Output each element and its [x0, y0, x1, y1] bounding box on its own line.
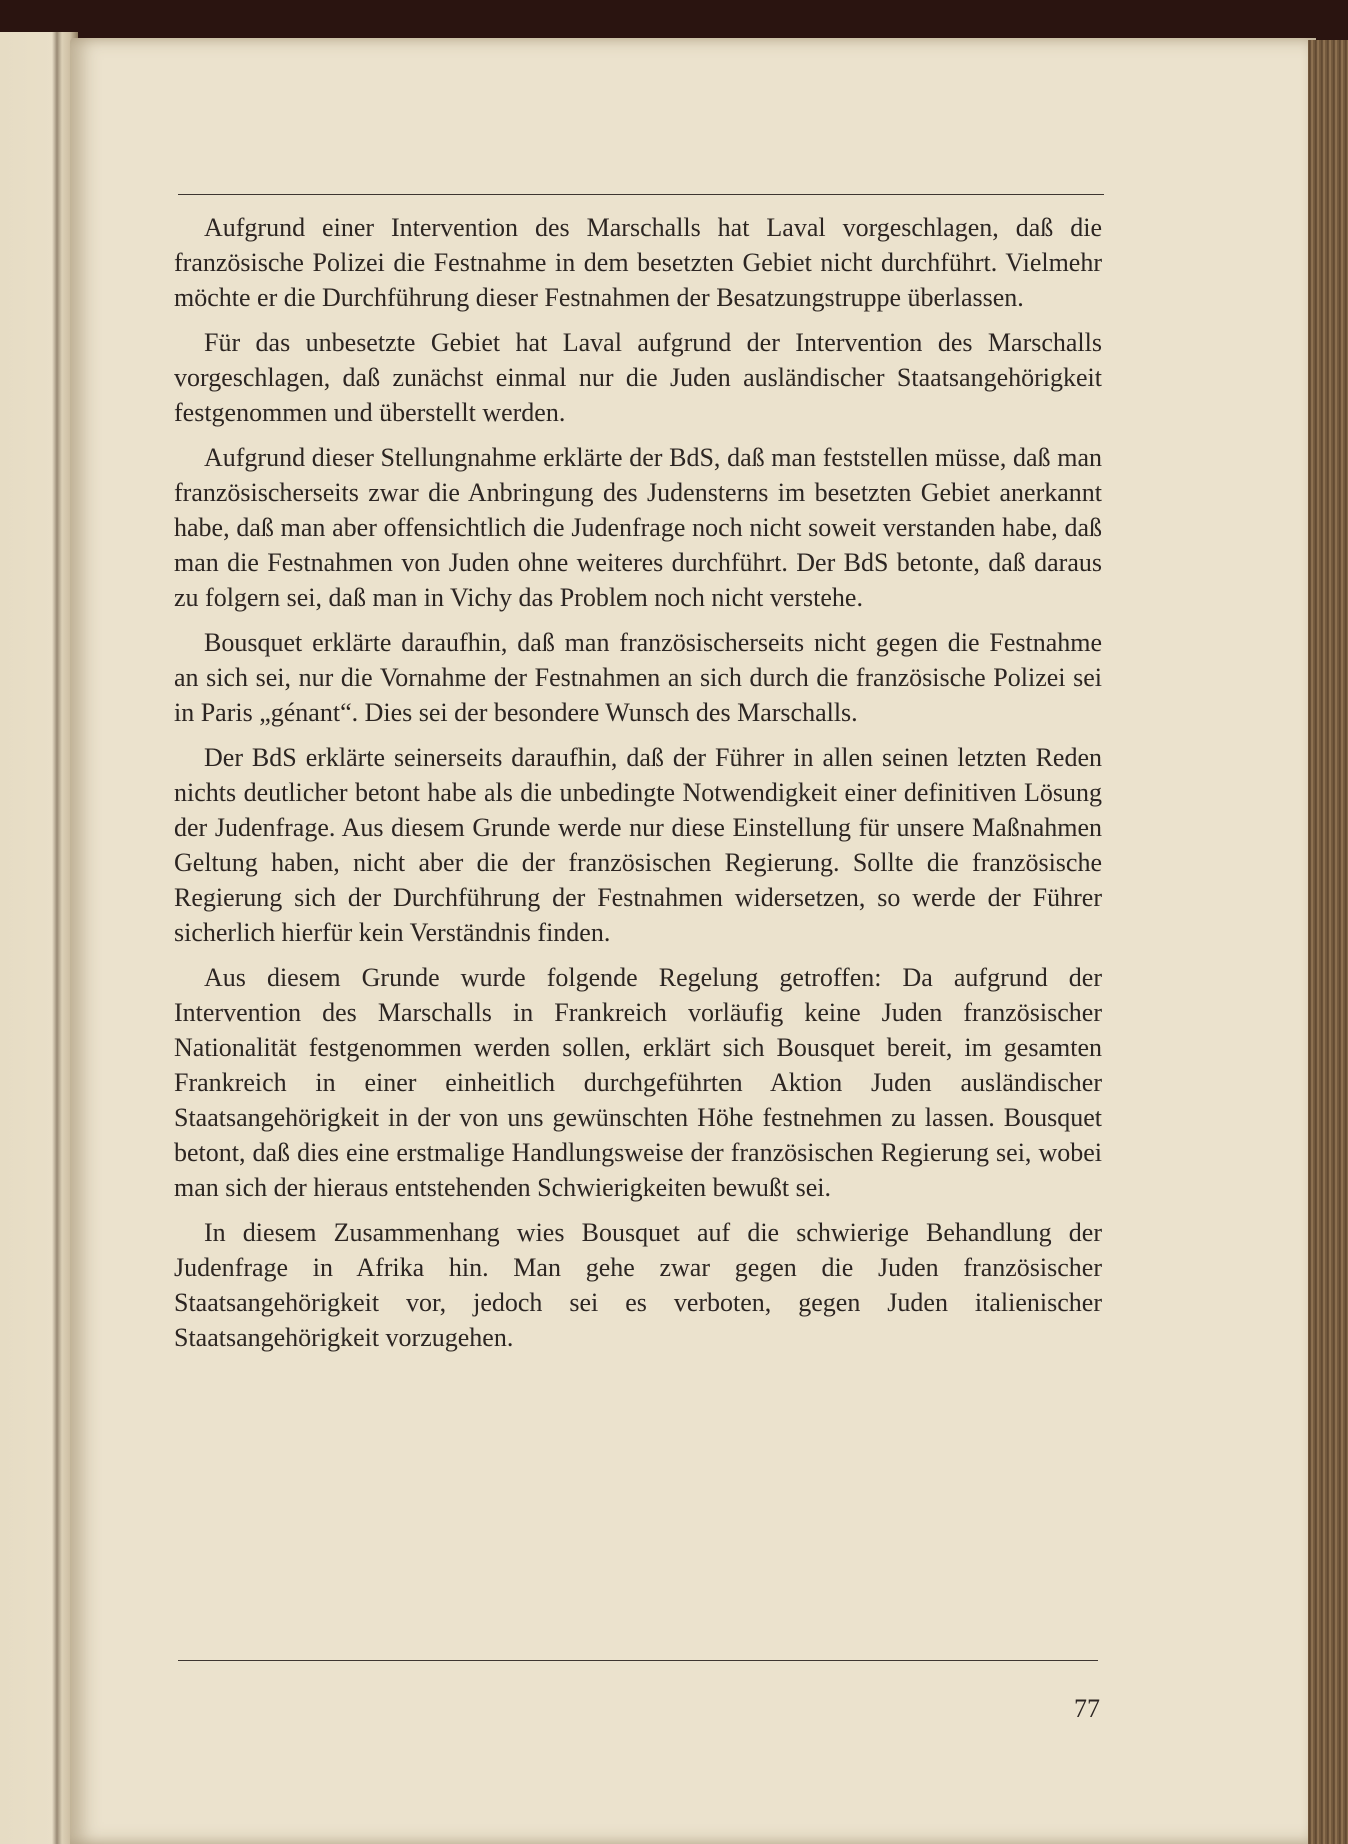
- bottom-rule: [178, 1660, 1098, 1661]
- top-rule: [178, 194, 1104, 195]
- paragraph: In diesem Zusammenhang wies Bousquet auf die schwierige Behandlung der Judenfrage in Afrika hin. Man gehe zwar gegen die Juden französischer Staatsangehörigkeit vor, jedoch sei es verboten, gegen Juden italienischer Staatsangehörigkeit vorzugehen.: [174, 1218, 1102, 1352]
- facing-page-edge: [0, 32, 78, 1844]
- page-stack-edge: [1308, 40, 1348, 1844]
- paragraph: Aus diesem Grunde wurde folgende Regelung getroffen: Da aufgrund der Intervention des Marschalls in Frankreich vorläufig keine Juden französischer Nationalität festgenommen werden sollen, erklärt sich Bousquet bereit, im gesamten Frankreich in einer einheitlich durchgeführten Aktion Juden ausländischer Staatsangehörigkeit in der von uns gewünschten Höhe festnehmen zu lassen. Bousquet betont, daß dies eine erstmalige Handlungsweise der französischen Regierung sei, wobei man sich der hieraus entstehenden Schwierigkeiten bewußt sei.: [174, 963, 1102, 1202]
- body-text: [174, 210, 1102, 1365]
- paragraph: Aufgrund dieser Stellungnahme erklärte der BdS, daß man feststellen müsse, daß man französischerseits zwar die Anbringung des Judensterns im besetzten Gebiet anerkannt habe, daß man aber offensichtlich die Judenfrage noch nicht soweit verstanden habe, daß man die Festnahmen von Juden ohne weiteres durchführt. Der BdS betonte, daß daraus zu folgern sei, daß man in Vichy das Problem noch nicht verstehe.: [174, 443, 1102, 612]
- page-number: 77: [1074, 1694, 1100, 1723]
- paragraph: Für das unbesetzte Gebiet hat Laval aufgrund der Intervention des Marschalls vorgeschlagen, daß zunächst einmal nur die Juden ausländischer Staatsangehörigkeit festgenommen und überstellt werden.: [174, 328, 1102, 427]
- paragraph: Bousquet erklärte daraufhin, daß man französischerseits nicht gegen die Festnahme an sich sei, nur die Vornahme der Festnahmen an sich durch die französische Polizei sei in Paris „génant“. Dies sei der besondere Wunsch des Marschalls.: [174, 628, 1102, 727]
- paragraph: Aufgrund einer Intervention des Marschalls hat Laval vorgeschlagen, daß die französische Polizei die Festnahme in dem besetzten Gebiet nicht durchführt. Vielmehr möchte er die Durchführung dieser Festnahmen der Besatzungstruppe überlassen.: [174, 213, 1102, 312]
- paragraph: Der BdS erklärte seinerseits daraufhin, daß der Führer in allen seinen letzten Reden nichts deutlicher betont habe als die unbedingte Notwendigkeit einer definitiven Lösung der Judenfrage. Aus diesem Grunde werde nur diese Einstellung für unsere Maßnahmen Geltung haben, nicht aber die der französischen Regierung. Sollte die französische Regierung sich der Durchführung der Festnahmen widersetzen, so werde der Führer sicherlich hierfür kein Verständnis finden.: [174, 743, 1102, 947]
- book-gutter: [52, 32, 62, 1844]
